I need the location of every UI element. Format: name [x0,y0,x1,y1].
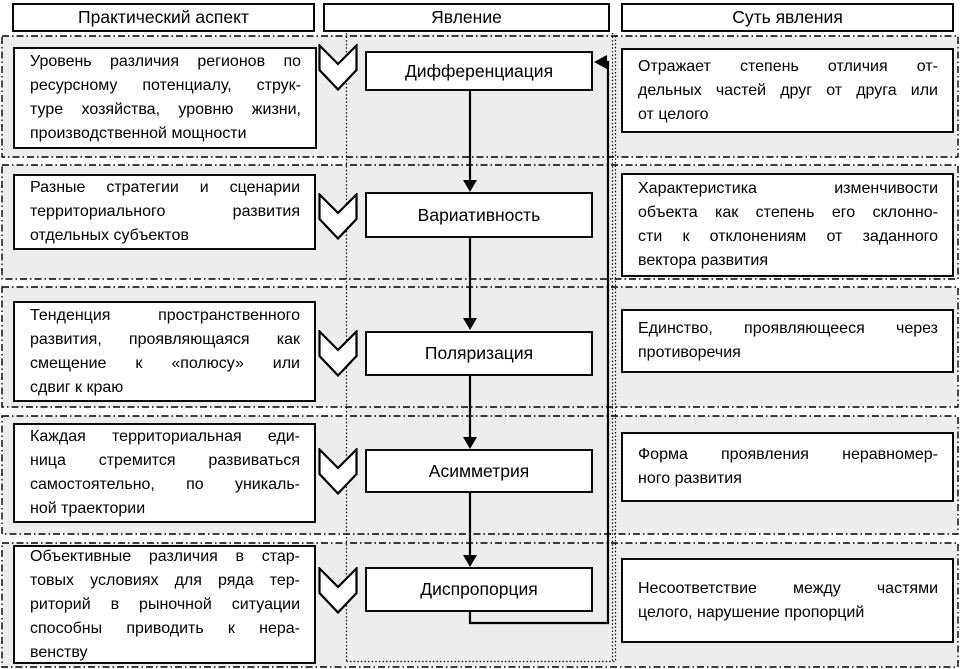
text-line: сдвиг к краю [30,378,124,396]
text-line: дельных частей друг от друга или [638,81,938,99]
text-line: сти к отклонениям от заданного [638,228,938,245]
text-line: товых условиях для ряда тер- [30,571,300,589]
text-line: Отражает степень отличия от- [638,57,938,75]
essence-box-2 [621,173,954,277]
text-line: Разные стратегии и сценарии [30,179,300,196]
text-line: вектора развития [638,252,769,269]
practical-box-1 [13,47,317,149]
header-phenomenon [323,3,610,32]
phenomenon-box-3 [365,331,593,376]
text-line: от целого [638,105,709,123]
phenomenon-box-2 [365,192,593,238]
header-phenomenon-label: Явление [431,7,502,27]
practical-box-2 [13,174,316,250]
text-line: туре хозяйства, уровню жизни, [30,101,301,118]
text-line: отдельных субъектов [30,227,189,244]
chevron-down-icon [318,567,358,614]
text-line: смещение к «полюсу» или [30,354,300,372]
text-line: производственной мощности [30,125,247,142]
phenomenon-box-5 [365,567,593,612]
text-line: венству [30,643,88,661]
text-line: развития, проявляющаяся как [30,330,300,348]
phenomenon-label-1: Дифференциация [404,60,554,81]
text-line: риторий в рыночной ситуации [30,595,300,613]
practical-box-4 [13,423,316,523]
practical-box-5 [13,545,316,664]
essence-box-3 [621,309,954,373]
text-line: Характеристика изменчивости [638,180,938,197]
chevron-down-icon [318,330,358,377]
text-line: самостоятельно, по уникаль- [30,476,300,493]
text-line: Каждая территориальная еди- [30,428,300,445]
phenomenon-label-3: Поляризация [424,343,534,363]
text-line: противоречия [638,344,741,361]
text-line: Несоответствие между частями [638,579,938,597]
phenomenon-label-4: Асимметрия [428,460,530,481]
text-line: ной траектории [30,500,146,517]
text-line: Единство, проявляющееся через [638,320,938,337]
chevron-down-icon [318,448,358,495]
essence-box-1 [621,48,954,133]
phenomenon-label-2: Вариативность [417,204,541,225]
text-line: целого, нарушение пропорций [638,603,865,621]
text-line: ресурсному потенциалу, струк- [30,77,301,94]
header-essence [621,3,954,32]
text-line: территориального развития [30,203,300,220]
phenomenon-label-5: Диспропорция [420,579,538,599]
header-practical-aspect [12,3,315,32]
essence-box-4 [621,432,954,502]
chevron-down-icon [318,44,358,91]
phenomenon-box-1 [365,51,593,91]
text-line: ница стремится развиваться [30,452,300,469]
text-line: способны приводить к нера- [30,619,300,637]
essence-box-5 [621,558,954,643]
text-line: объекта как степень его склонно- [638,204,938,221]
text-line: Тенденция пространственного [30,306,300,324]
phenomenon-box-4 [365,449,593,493]
text-line: Объективные различия в стар- [30,547,300,565]
text-line: Форма проявления неравномер- [638,446,938,463]
header-practical-label: Практический аспект [78,7,249,27]
text-line: ного развития [638,470,742,487]
header-essence-label: Суть явления [732,7,843,27]
chevron-down-icon [318,193,358,240]
text-line: Уровень различия регионов по [30,53,301,70]
practical-box-3 [13,301,316,402]
